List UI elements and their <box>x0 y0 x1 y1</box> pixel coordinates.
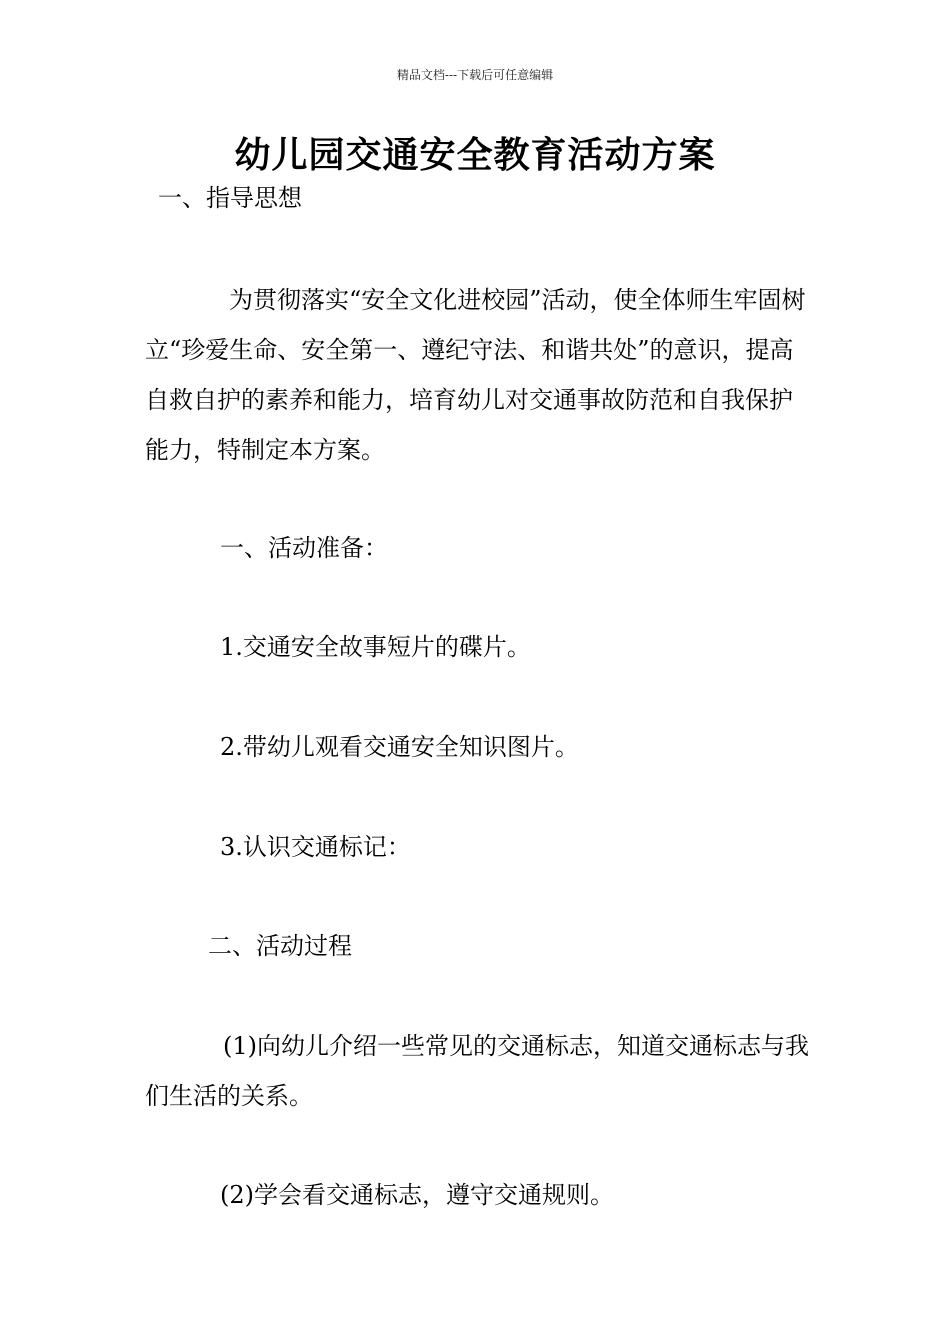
paragraph-intro-text: 为贯彻落实“安全文化进校园”活动，使全体师生牢固树立“珍爱生命、安全第一、遵纪守法、和谐共处”的意识，提高自救自护的素养和能力，培育幼儿对交通事故防范和自我保护能力，特制定本方案。 <box>145 286 806 464</box>
process-item-1 <box>145 1021 810 1121</box>
page-header: 精品文档---下载后可任意编辑 <box>396 68 554 82</box>
prep-item-3: 3.认识交通标记： <box>220 833 411 861</box>
document-title: 幼儿园交通安全教育活动方案 <box>234 135 716 176</box>
section-heading-guide: 一、指导思想 <box>158 184 302 212</box>
prep-item-1: 1.交通安全故事短片的碟片。 <box>220 633 531 661</box>
prep-item-2: 2.带幼儿观看交通安全知识图片。 <box>220 733 579 761</box>
process-item-1-text: (1)向幼儿介绍一些常见的交通标志，知道交通标志与我们生活的关系。 <box>145 1032 809 1110</box>
section-heading-prep: 一、活动准备： <box>220 534 388 562</box>
section-heading-process: 二、活动过程 <box>208 932 352 960</box>
process-item-2: (2)学会看交通标志，遵守交通规则。 <box>220 1181 614 1209</box>
paragraph-intro <box>145 275 810 475</box>
